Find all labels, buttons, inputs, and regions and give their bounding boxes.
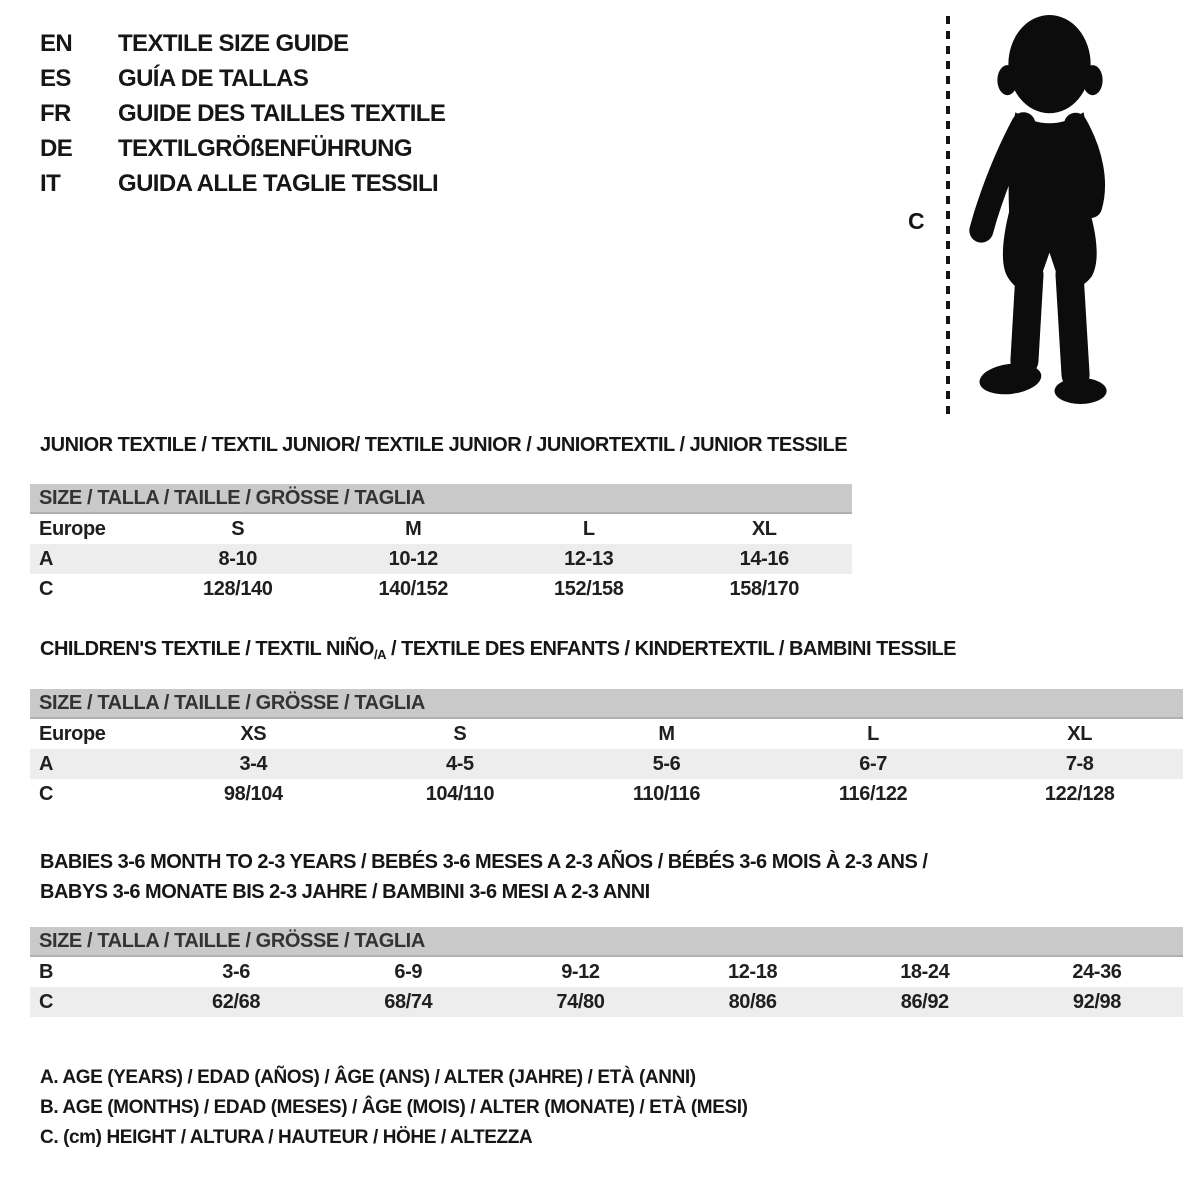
age-cell: 3-4 <box>239 752 268 775</box>
guide-title: GUIDE DES TAILLES TEXTILE <box>118 99 446 127</box>
row-label: C <box>39 782 54 805</box>
table-row-age <box>30 544 852 574</box>
size-cell: L <box>867 722 879 745</box>
table-row-months <box>30 957 1183 987</box>
row-label: A <box>39 547 54 570</box>
table-row-height <box>30 779 1183 809</box>
age-cell: 4-5 <box>446 752 474 775</box>
height-cell: 104/110 <box>425 782 495 805</box>
size-cell: M <box>405 517 422 540</box>
size-cell: S <box>231 517 245 540</box>
row-label: C <box>39 990 54 1013</box>
toddler-silhouette-icon <box>962 12 1140 418</box>
size-cell: L <box>582 517 595 540</box>
size-cell: M <box>658 722 675 745</box>
table-row-height <box>30 987 1183 1017</box>
guide-title: TEXTILGRÖßENFÜHRUNG <box>118 134 412 162</box>
height-cell: 98/104 <box>223 782 283 805</box>
guide-title: TEXTILE SIZE GUIDE <box>118 29 349 57</box>
months-cell: 9-12 <box>561 960 600 983</box>
lang-row-en <box>40 26 445 61</box>
size-table-header: SIZE / TALLA / TAILLE / GRÖSSE / TAGLIA <box>30 927 1183 957</box>
lang-row-es <box>40 61 445 96</box>
lang-row-de <box>40 131 445 166</box>
height-cell: 80/86 <box>728 990 777 1013</box>
lang-code: EN <box>40 29 73 57</box>
height-measure-line <box>946 16 950 418</box>
row-label: A <box>39 752 54 775</box>
age-cell: 5-6 <box>652 752 681 775</box>
height-cell: 74/80 <box>556 990 605 1013</box>
age-cell: 8-10 <box>218 547 257 570</box>
babies-heading-line2: BABYS 3-6 MONATE BIS 2-3 JAHRE / BAMBINI 3-6 MESI A 2-3 ANNI <box>40 881 650 903</box>
babies-heading-line1: BABIES 3-6 MONTH TO 2-3 YEARS / BEBÉS 3-6 MESES A 2-3 AÑOS / BÉBÉS 3-6 MOIS À 2-3 ANS / <box>40 851 928 873</box>
months-cell: 12-18 <box>728 960 778 983</box>
age-cell: 14-16 <box>739 547 789 570</box>
months-cell: 18-24 <box>900 960 950 983</box>
height-cell: 116/122 <box>838 782 908 805</box>
size-table-header: SIZE / TALLA / TAILLE / GRÖSSE / TAGLIA <box>30 484 852 514</box>
height-cell: 68/74 <box>384 990 433 1013</box>
footnote-b: B. AGE (MONTHS) / EDAD (MESES) / ÂGE (MOIS) / ALTER (MONATE) / ETÀ (MESI) <box>40 1097 748 1118</box>
guide-title: GUÍA DE TALLAS <box>118 64 309 92</box>
row-label: B <box>39 960 54 983</box>
months-cell: 3-6 <box>222 960 250 983</box>
row-label: Europe <box>39 517 106 540</box>
table-row-europe <box>30 719 1183 749</box>
junior-section-heading: JUNIOR TEXTILE / TEXTIL JUNIOR/ TEXTILE JUNIOR / JUNIORTEXTIL / JUNIOR TESSILE <box>40 434 848 456</box>
size-cell: XS <box>240 722 267 745</box>
size-table-header: SIZE / TALLA / TAILLE / GRÖSSE / TAGLIA <box>30 689 1183 719</box>
age-cell: 6-7 <box>859 752 887 775</box>
age-cell: 12-13 <box>564 547 614 570</box>
row-label: C <box>39 577 54 600</box>
table-row-europe <box>30 514 852 544</box>
height-cell: 140/152 <box>378 577 448 600</box>
children-heading-part1: CHILDREN'S TEXTILE / TEXTIL NIÑO <box>40 638 374 660</box>
lang-row-fr <box>40 96 445 131</box>
height-cell: 152/158 <box>554 577 624 600</box>
lang-code: FR <box>40 99 71 127</box>
height-cell: 92/98 <box>1072 990 1121 1013</box>
children-heading-part2: / TEXTILE DES ENFANTS / KINDERTEXTIL / BAMBINI TESSILE <box>385 638 956 660</box>
footnote-a: A. AGE (YEARS) / EDAD (AÑOS) / ÂGE (ANS) / ALTER (JAHRE) / ETÀ (ANNI) <box>40 1067 696 1088</box>
size-cell: XL <box>1067 722 1093 745</box>
guide-title: GUIDA ALLE TAGLIE TESSILI <box>118 169 439 197</box>
children-size-table <box>30 689 1183 809</box>
lang-code: IT <box>40 169 61 197</box>
height-cell: 110/116 <box>632 782 701 805</box>
size-cell: S <box>453 722 467 745</box>
table-row-age <box>30 749 1183 779</box>
months-cell: 24-36 <box>1072 960 1122 983</box>
height-cell: 62/68 <box>212 990 261 1013</box>
lang-row-it <box>40 166 445 201</box>
size-cell: XL <box>751 517 777 540</box>
lang-code: DE <box>40 134 73 162</box>
language-title-block <box>40 26 445 201</box>
height-cell: 158/170 <box>729 577 799 600</box>
children-section-heading <box>40 638 1183 662</box>
height-cell: 128/140 <box>203 577 273 600</box>
babies-section-heading <box>30 847 1183 907</box>
tables-content <box>30 434 1183 1157</box>
age-cell: 10-12 <box>388 547 438 570</box>
lang-code: ES <box>40 64 71 92</box>
height-cell: 86/92 <box>900 990 949 1013</box>
footnotes-block <box>40 1067 1183 1157</box>
babies-size-table <box>30 927 1183 1017</box>
footnote-c: C. (cm) HEIGHT / ALTURA / HAUTEUR / HÖHE / ALTEZZA <box>40 1127 533 1148</box>
children-heading-sub: /A <box>373 647 386 662</box>
months-cell: 6-9 <box>394 960 423 983</box>
table-row-height <box>30 574 852 604</box>
height-measure-label: C <box>908 208 925 234</box>
age-cell: 7-8 <box>1065 752 1094 775</box>
height-cell: 122/128 <box>1044 782 1115 805</box>
row-label: Europe <box>39 722 106 745</box>
junior-size-table <box>30 484 852 604</box>
